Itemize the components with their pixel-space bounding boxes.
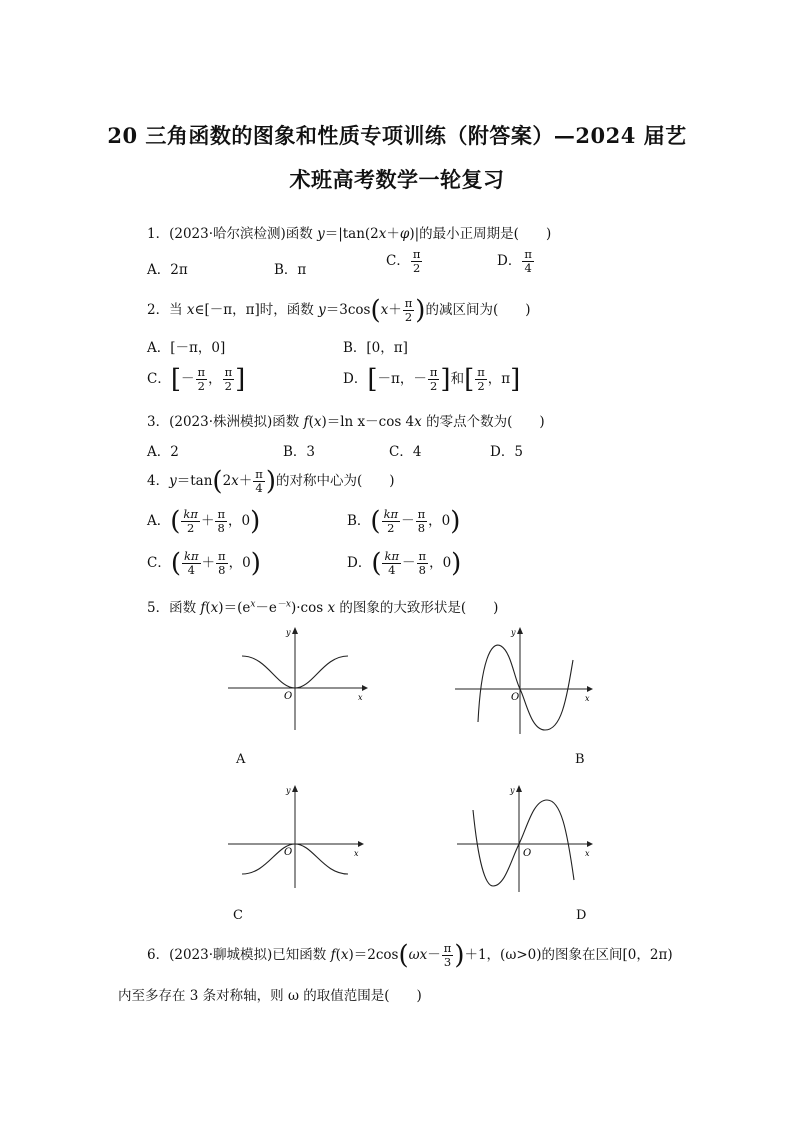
frac-num: π [418, 549, 427, 563]
q6-text: － [427, 947, 441, 964]
frac-den: 8 [417, 521, 426, 536]
frac-num: π [404, 296, 413, 310]
q2-var-x: x [380, 302, 389, 319]
y-axis-arrow [517, 627, 523, 634]
frac-den: 4 [255, 481, 263, 496]
origin-label: O [284, 847, 293, 858]
q5-text: －e [255, 600, 277, 616]
q3-var-f: f [303, 414, 309, 430]
y-label: y [511, 628, 516, 637]
q1-option-c-label: C． [386, 253, 410, 270]
frac-num: π [197, 365, 206, 379]
graph-b [451, 622, 601, 737]
paren-close: ) [250, 548, 261, 579]
question-6 [147, 942, 673, 969]
x-label: x [585, 849, 590, 858]
q2-option-d [343, 366, 520, 393]
q5-text: 5．函数 [147, 600, 201, 616]
question-6-line-2: 内至多存在 3 条对称轴，则 ω 的取值范围是( ) [118, 988, 422, 1004]
graph-a-label: A [236, 752, 246, 767]
q4-text: ，0 [228, 555, 251, 572]
paren-open: ( [370, 506, 381, 537]
paren-close: ) [450, 506, 461, 537]
q4-text: ＝tan [176, 473, 213, 490]
q6-var-omega: ω [408, 947, 420, 964]
q1-option-b: B．π [274, 262, 307, 278]
graph-d-label: D [576, 908, 587, 923]
q3-option-b: B．3 [283, 444, 316, 460]
q3-option-d: D．5 [490, 444, 523, 460]
q5-sup: x [250, 599, 256, 610]
paren-open: ( [370, 295, 381, 326]
curve [478, 645, 573, 730]
y-axis-arrow [292, 627, 298, 634]
q4-frac [216, 550, 228, 577]
q4-frac [215, 508, 227, 535]
q6-var-x: x [340, 947, 349, 964]
paren-close: ) [451, 548, 462, 579]
y-axis-arrow [516, 785, 522, 792]
frac-den: 2 [404, 310, 413, 325]
x-axis-arrow [358, 841, 364, 847]
paren-open: ( [170, 548, 181, 579]
origin-label: O [523, 848, 532, 859]
q1-text: )|的最小正周期是( ) [409, 226, 552, 242]
q6-text: )＝2cos [348, 947, 399, 964]
q5-var-x: x [327, 600, 336, 616]
q4-text: ＋ [200, 513, 215, 530]
x-axis-arrow [587, 841, 593, 847]
origin-label: O [284, 691, 293, 702]
paren-close: ) [265, 466, 276, 497]
q4-frac [416, 508, 428, 535]
q2-option-d-label: D． [343, 371, 368, 388]
y-axis-arrow [292, 785, 298, 792]
q6-var-x: x [419, 947, 428, 964]
frac-den: 2 [412, 261, 421, 276]
question-3 [147, 410, 545, 430]
q2-text: ∈[－π，π]时，函数 [194, 302, 319, 319]
frac-num: kπ [384, 549, 400, 563]
x-axis-arrow [362, 685, 368, 691]
q4-option-d-label: D． [347, 555, 372, 572]
q4-text: ＋ [238, 473, 253, 490]
q6-var-f: f [330, 947, 336, 964]
frac-den: 8 [218, 563, 226, 578]
q1-text: ＝|tan(2 [324, 226, 379, 242]
q4-text: ，0 [428, 513, 451, 530]
q2-text: 2．当 [147, 302, 187, 319]
bracket-close: ] [440, 364, 451, 395]
q4-frac [182, 550, 201, 577]
q2-text: ， [208, 371, 222, 388]
title-line-1: 20 三角函数的图象和性质专项训练（附答案）—2024 届艺 [107, 123, 687, 148]
q4-text: － [402, 555, 416, 572]
graph-d [453, 780, 603, 895]
x-axis-arrow [587, 686, 593, 692]
q4-option-b [347, 508, 460, 535]
q4-text: － [401, 513, 415, 530]
q4-text: ，0 [228, 513, 251, 530]
q4-option-c [147, 550, 261, 577]
graph-b-label: B [575, 752, 585, 767]
q2-var-y: y [318, 302, 326, 319]
q6-text: ( [335, 947, 341, 964]
y-label: y [286, 628, 291, 637]
q1-option-a: A．2π [147, 262, 188, 278]
frac-num: kπ [184, 549, 199, 563]
q1-var-x: x [378, 226, 387, 242]
q4-option-b-label: B． [347, 513, 371, 530]
paren-close: ) [415, 295, 426, 326]
frac-num: π [524, 247, 532, 261]
q3-option-c: C．4 [389, 444, 422, 460]
frac-den: 4 [187, 563, 195, 578]
x-label: x [354, 849, 359, 858]
x-label: x [358, 693, 363, 702]
frac-den: 8 [217, 521, 225, 536]
q1-option-c [386, 248, 423, 275]
q5-text: 的图象的大致形状是( ) [335, 600, 499, 616]
q2-option-c [147, 366, 245, 393]
q5-var-x: x [210, 600, 219, 616]
bracket-open: [ [464, 364, 475, 395]
frac-num: kπ [183, 507, 198, 521]
q4-text: 2 [222, 473, 232, 490]
frac-num: π [443, 941, 452, 955]
bracket-open: [ [367, 364, 378, 395]
frac-num: π [417, 507, 426, 521]
graph-a [222, 622, 372, 732]
bracket-open: [ [170, 364, 181, 395]
q2-text: 和 [450, 371, 465, 388]
frac-den: 2 [429, 379, 438, 394]
q2-var-x: x [186, 302, 195, 319]
q2-frac [196, 366, 208, 393]
q1-var-y: y [317, 226, 325, 242]
title-line-2: 术班高考数学一轮复习 [289, 167, 505, 192]
q4-var-x: x [231, 473, 239, 490]
q3-text: ( [308, 414, 314, 430]
q5-text: )＝(e [218, 600, 251, 616]
q2-text: －π，－ [377, 371, 427, 388]
frac-den: 2 [224, 379, 232, 394]
frac-num: π [217, 507, 225, 521]
frac-num: π [412, 247, 421, 261]
bracket-close: ] [510, 364, 521, 395]
q1-option-c-frac [411, 248, 423, 275]
q4-frac [181, 508, 200, 535]
question-2 [147, 297, 531, 324]
q3-option-a: A．2 [147, 444, 179, 460]
q4-frac [417, 550, 429, 577]
q2-text: ＋ [388, 302, 402, 319]
frac-den: 8 [418, 563, 426, 578]
y-label: y [286, 786, 291, 795]
q1-option-d-frac [522, 248, 534, 275]
q2-option-c-label: C． [147, 371, 171, 388]
q4-option-d [347, 550, 461, 577]
frac-num: π [255, 467, 263, 481]
question-5 [147, 596, 498, 616]
paren-open: ( [212, 466, 223, 497]
q2-option-a: A．[－π，0] [147, 340, 226, 356]
paren-close: ) [250, 506, 261, 537]
q5-sup: －x [276, 599, 291, 610]
frac-num: π [224, 365, 233, 379]
frac-den: 2 [477, 379, 485, 394]
paren-open: ( [170, 506, 181, 537]
frac-den: 2 [387, 521, 395, 536]
frac-den: 3 [443, 955, 452, 970]
q3-text: 3．(2023·株洲模拟)函数 [147, 414, 304, 430]
graph-c [222, 780, 372, 890]
q4-text: 4． [147, 473, 170, 490]
q5-var-f: f [200, 600, 206, 616]
q6-text: ＋1，(ω>0)的图象在区间[0，2π) [464, 947, 673, 964]
q3-var-x: x [313, 414, 322, 430]
q4-text: ＋ [201, 555, 216, 572]
question-4 [147, 468, 395, 495]
q2-option-b: B．[0，π] [343, 340, 408, 356]
q5-text: )·cos [290, 600, 328, 616]
question-1 [147, 222, 551, 242]
frac-num: kπ [383, 507, 399, 521]
frac-den: 4 [388, 563, 396, 578]
q2-frac [428, 366, 440, 393]
paren-open: ( [371, 548, 382, 579]
q1-option-d-label: D． [497, 253, 522, 270]
q4-frac [382, 550, 401, 577]
q1-text: ＋ [386, 226, 400, 242]
q2-frac [403, 297, 415, 324]
q4-option-a-label: A． [147, 513, 171, 530]
paren-close: ) [454, 940, 465, 971]
frac-den: 2 [197, 379, 205, 394]
frac-num: π [429, 365, 438, 379]
q3-var-x: x [414, 414, 422, 430]
q4-text: 的对称中心为( ) [276, 473, 395, 490]
q4-option-a [147, 508, 260, 535]
q1-var-phi: φ [399, 226, 410, 242]
q6-frac [442, 942, 454, 969]
frac-den: 2 [187, 521, 195, 536]
q2-text: ＝3cos [325, 302, 371, 319]
bracket-close: ] [235, 364, 246, 395]
q4-option-c-label: C． [147, 555, 171, 572]
q1-text: 1．(2023·哈尔滨检测)函数 [147, 226, 318, 242]
q2-text: － [181, 371, 195, 388]
paren-open: ( [398, 940, 409, 971]
graph-c-label: C [233, 908, 243, 923]
q2-frac [475, 366, 487, 393]
x-label: x [585, 694, 590, 703]
q4-frac [382, 508, 401, 535]
q3-text: 的零点个数为( ) [421, 414, 545, 430]
frac-num: π [477, 365, 485, 379]
q4-frac [253, 468, 265, 495]
y-label: y [510, 786, 515, 795]
q6-text: 6．(2023·聊城模拟)已知函数 [147, 947, 331, 964]
q2-text: ，π [487, 371, 511, 388]
curve [473, 800, 574, 886]
frac-den: 4 [524, 261, 532, 276]
q3-text: )＝ln x－cos 4 [321, 414, 415, 430]
origin-label: O [511, 692, 520, 703]
q1-option-d [497, 248, 535, 275]
q4-text: ，0 [429, 555, 452, 572]
q2-frac [223, 366, 235, 393]
q5-text: ( [205, 600, 211, 616]
q2-text: 的减区间为( ) [425, 302, 531, 319]
frac-num: π [218, 549, 226, 563]
q4-var-y: y [169, 473, 177, 490]
